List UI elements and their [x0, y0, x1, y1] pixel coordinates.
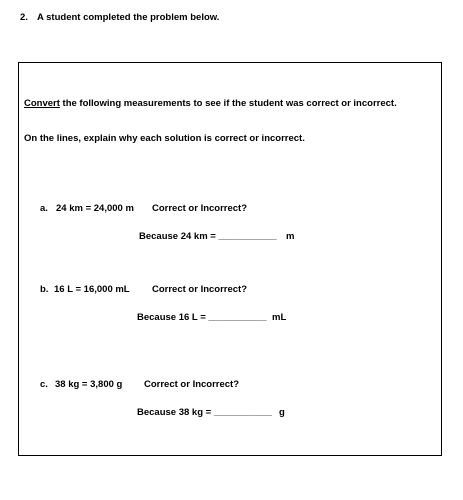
- item-a-letter: a.: [40, 203, 48, 214]
- item-b-letter: b.: [40, 284, 49, 295]
- instruction-line-2: On the lines, explain why each solution is correct or incorrect.: [24, 133, 305, 144]
- item-a-prompt: Correct or Incorrect?: [152, 203, 248, 214]
- question-prompt: A student completed the problem below.: [37, 12, 220, 23]
- item-b-because: Because 16 L = ___________: [137, 312, 267, 323]
- question-number: 2.: [20, 12, 28, 23]
- problem-box: [18, 62, 442, 456]
- item-a-equation: 24 km = 24,000 m: [56, 203, 134, 214]
- item-c-equation: 38 kg = 3,800 g: [55, 379, 123, 390]
- item-c-letter: c.: [40, 379, 48, 390]
- instruction-line-1-rest: the following measurements to see if the student was correct or incorrect.: [59, 98, 397, 109]
- instruction-line-1: [24, 98, 397, 109]
- item-c-unit: g: [279, 407, 285, 418]
- convert-keyword: Convert: [24, 98, 60, 109]
- item-a-because: Because 24 km = ___________: [139, 231, 277, 242]
- item-c-prompt: Correct or Incorrect?: [144, 379, 240, 390]
- item-b-prompt: Correct or Incorrect?: [152, 284, 248, 295]
- item-a-unit: m: [286, 231, 295, 242]
- item-b-equation: 16 L = 16,000 mL: [54, 284, 130, 295]
- item-c-because: Because 38 kg = ___________: [137, 407, 272, 418]
- item-b-unit: mL: [272, 312, 287, 323]
